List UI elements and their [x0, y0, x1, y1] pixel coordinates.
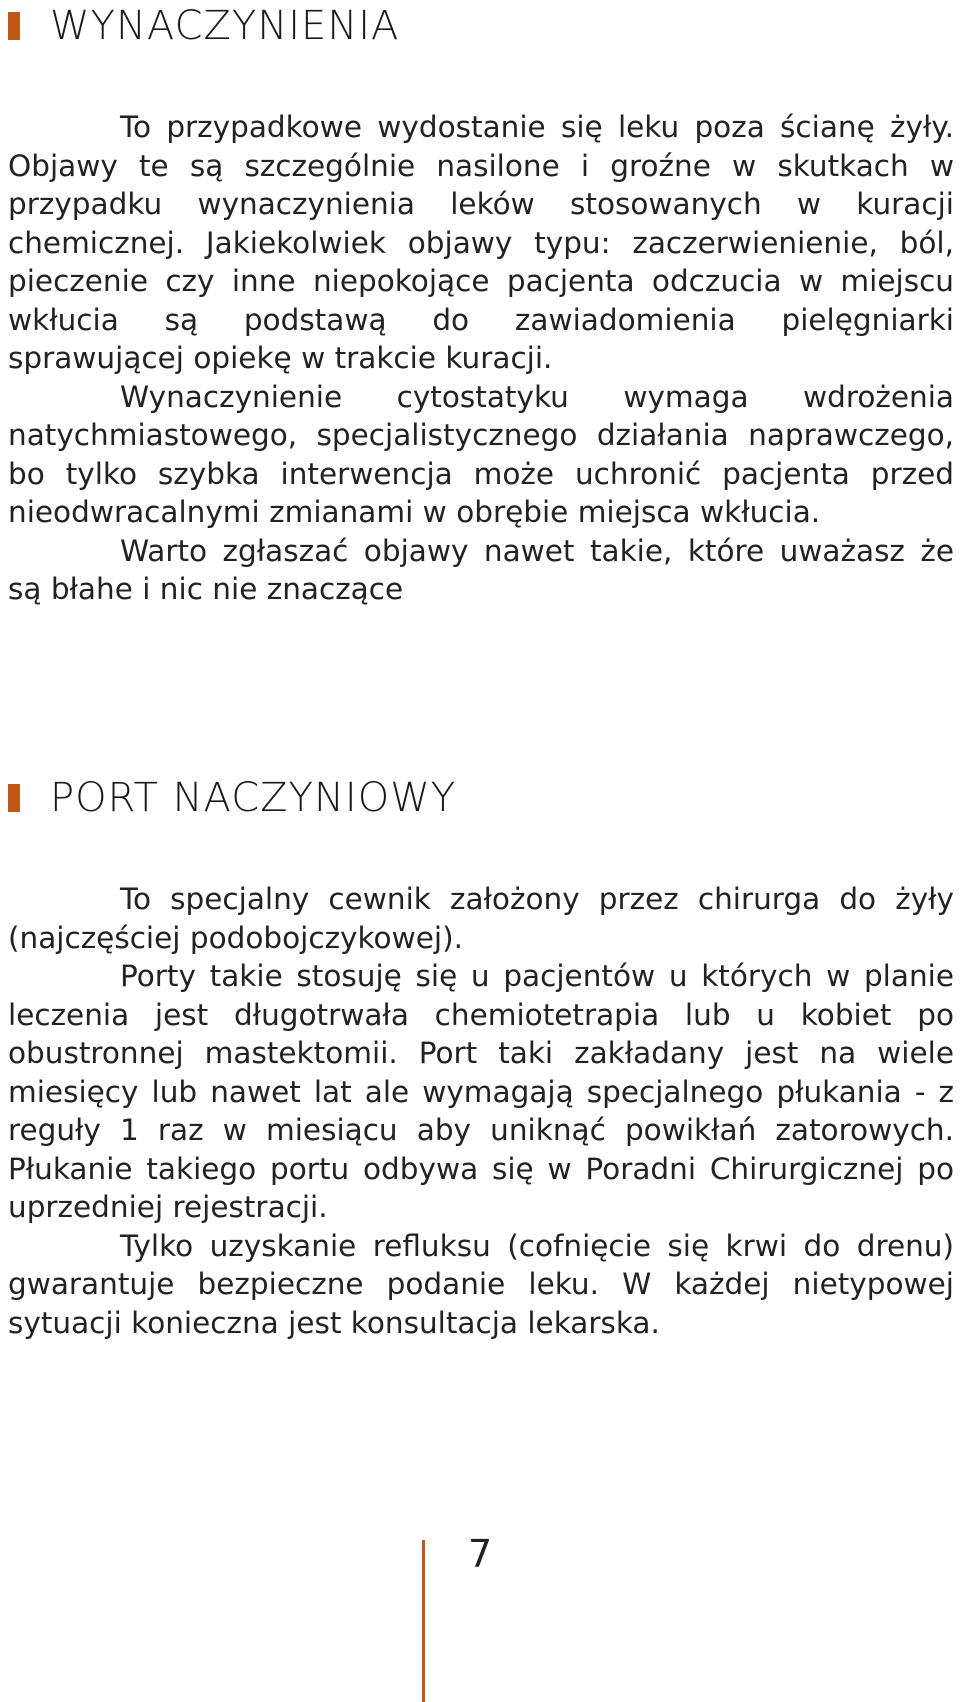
- paragraph: Porty takie stosuję się u pacjentów u których w planie leczenia jest długotrwała chemiotetrapia lub u kobiet po obustronnej mastektomii. Port taki zakładany jest na wiele miesięcy lub nawet lat ale wymagają specjalnego płukania - z reguły 1 raz w miesiącu aby uniknąć powikłań zatorowych. Płukanie takiego portu odbywa się w Poradni Chirurgicznej po uprzedniej rejestracji.: [8, 959, 954, 1224]
- paragraph: Warto zgłaszać objawy nawet takie, które uważasz że są błahe i nic nie znaczące: [8, 533, 954, 606]
- paragraph: Tylko uzyskanie refluksu (cofnięcie się krwi do drenu) gwarantuje bezpieczne podanie leku. W każdej nietypowej sytuacji konieczna jest konsultacja lekarska.: [8, 1228, 954, 1340]
- section-heading-port-naczyniowy: [8, 775, 457, 821]
- heading-marker: [8, 784, 20, 812]
- section-title: WYNACZYNIENIA: [50, 3, 400, 49]
- paragraph: Wynaczynienie cytostatyku wymaga wdrożenia natychmiastowego, specjalistycznego działania naprawczego, bo tylko szybka interwencja może uchronić pacjenta przed nieodwracalnymi zmianami w obrębie miejsca wkłucia.: [8, 379, 954, 529]
- paragraph: To przypadkowe wydostanie się leku poza ścianę żyły. Objawy te są szczególnie nasilone i groźne w skutkach w przypadku wynaczynienia leków stosowanych w kuracji chemicznej. Jakiekolwiek objawy typu: zaczerwienienie, ból, pieczenie czy inne niepokojące pacjenta odczucia w miejscu wkłucia są podstawą do zawiadomienia pielęgniarki sprawującej opiekę w trakcie kuracji.: [8, 110, 954, 375]
- paragraph: To specjalny cewnik założony przez chirurga do żyły (najczęściej podobojczykowej).: [8, 882, 954, 955]
- page-number: 7: [468, 1532, 493, 1576]
- heading-marker: [8, 12, 20, 40]
- section-body-wynaczynienia: [8, 108, 954, 609]
- section-heading-wynaczynienia: [8, 3, 400, 49]
- section-title: PORT NACZYNIOWY: [50, 775, 457, 821]
- footer-divider-line: [422, 1540, 425, 1702]
- section-body-port-naczyniowy: [8, 880, 954, 1342]
